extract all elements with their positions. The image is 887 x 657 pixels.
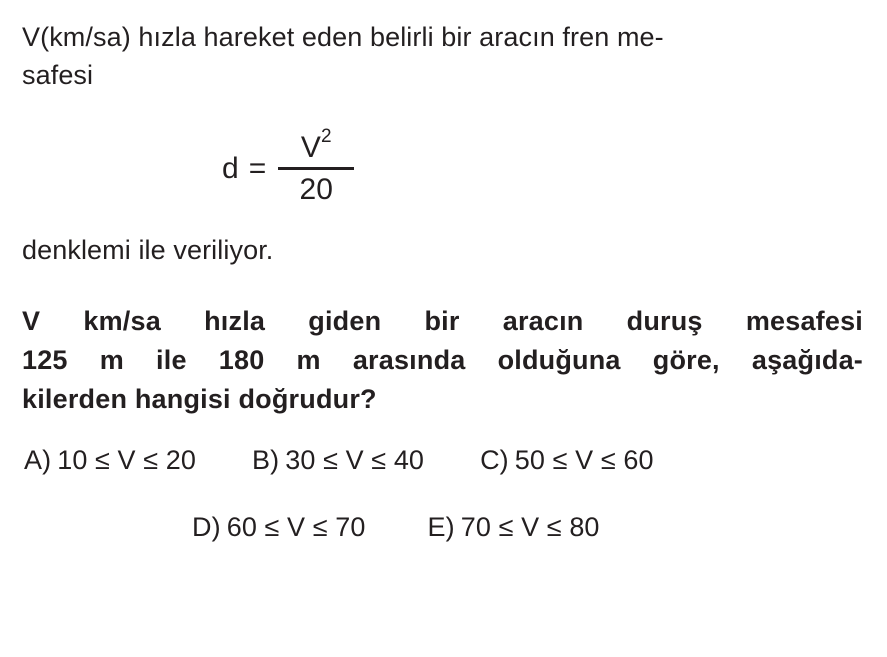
option-e-label: E) bbox=[427, 512, 455, 543]
question-line-2: 125 m ile 180 m arasında olduğuna göre, aşağıda- bbox=[22, 344, 863, 375]
question-line-3: kilerden hangisi doğrudur? bbox=[22, 383, 377, 414]
numerator-exponent: 2 bbox=[320, 125, 332, 147]
option-d[interactable] bbox=[192, 512, 366, 543]
option-c-label: C) bbox=[480, 445, 509, 476]
option-c-text: 50 ≤ V ≤ 60 bbox=[514, 445, 654, 476]
fraction-bar bbox=[278, 167, 354, 170]
intro-line-1: V(km/sa) hızla hareket eden belirli bir aracın fren me- bbox=[22, 22, 664, 52]
question-line-1: V km/sa hızla giden bir aracın duruş mesafesi bbox=[22, 305, 863, 336]
option-b-text: 30 ≤ V ≤ 40 bbox=[285, 445, 425, 476]
option-a-label: A) bbox=[24, 445, 52, 476]
numerator-base: V bbox=[300, 130, 321, 164]
intro-line-2: safesi bbox=[22, 60, 94, 91]
options-row-2 bbox=[22, 512, 863, 543]
option-e[interactable] bbox=[428, 512, 600, 543]
option-b-label: B) bbox=[252, 445, 280, 476]
option-c[interactable] bbox=[480, 445, 654, 476]
question-text bbox=[22, 302, 863, 419]
intro-text bbox=[22, 18, 863, 95]
formula-lhs: d bbox=[222, 151, 239, 185]
formula-block bbox=[22, 121, 863, 217]
formula-equals: = bbox=[248, 151, 267, 185]
option-d-text: 60 ≤ V ≤ 70 bbox=[226, 512, 366, 543]
option-e-text: 70 ≤ V ≤ 80 bbox=[460, 512, 600, 543]
option-a-text: 10 ≤ V ≤ 20 bbox=[57, 445, 197, 476]
after-formula-text: denklemi ile veriliyor. bbox=[22, 234, 274, 265]
option-b[interactable] bbox=[252, 445, 424, 476]
formula-numerator bbox=[295, 125, 338, 166]
option-a[interactable] bbox=[24, 445, 196, 476]
formula-fraction bbox=[278, 125, 354, 207]
options-row-1 bbox=[22, 445, 863, 476]
formula-denominator: 20 bbox=[299, 173, 333, 207]
braking-distance-formula bbox=[222, 125, 354, 207]
option-d-label: D) bbox=[192, 512, 221, 543]
